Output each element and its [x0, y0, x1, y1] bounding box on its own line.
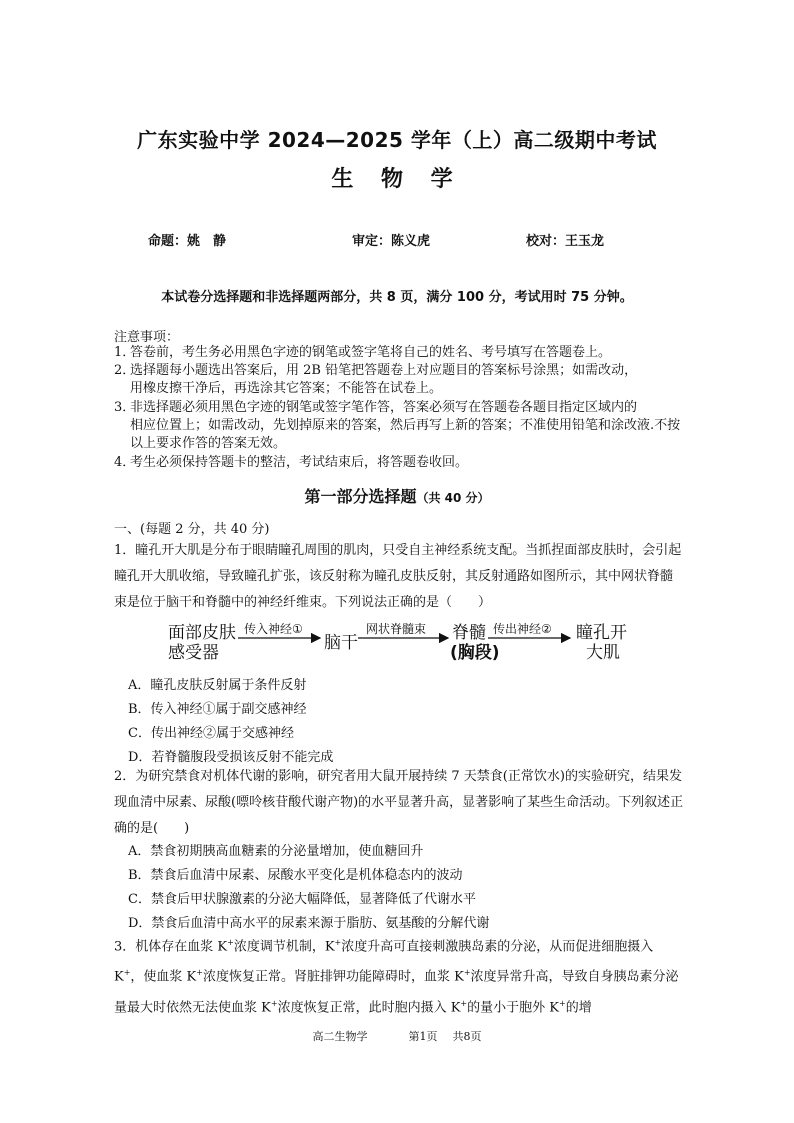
q1-option-b: B．传入神经①属于副交感神经: [128, 702, 307, 717]
note-number: 2．: [114, 363, 136, 378]
q1-option-c: C．传出神经②属于交感神经: [128, 726, 294, 741]
section-heading: [0, 484, 794, 507]
superscript: +: [196, 968, 203, 978]
note-text: 答卷前，考生务必用黑色字迹的钢笔或签字笔将自己的姓名、考号填写在答题卷上。: [130, 345, 612, 360]
arrow-label-reticulospinal: 网状脊髓束: [366, 622, 427, 636]
subject-title: 生 物 学: [331, 167, 463, 192]
section-title: 第一部分选择题: [304, 487, 417, 506]
q3-text: 浓度恢复正常，此时胞内摄入 K: [277, 999, 461, 1015]
q1-option-d: D．若脊髓腹段受损该反射不能完成: [128, 750, 334, 765]
node-dilator-line1: 瞳孔开: [576, 623, 627, 643]
q3-text: 的量小于胞外 K: [467, 999, 559, 1015]
arrow-label-afferent: 传入神经①: [244, 622, 303, 636]
node-skin-receptor-line2: 感受器: [168, 643, 219, 663]
section-score: （共 40 分）: [416, 491, 490, 505]
note-item: [114, 399, 684, 453]
q2-option-b: B．禁食后血清中尿素、尿酸水平变化是机体稳态内的波动: [128, 868, 463, 883]
q3-text: 浓度调节机制，K: [233, 939, 335, 955]
node-dilator-line2: 大肌: [586, 643, 620, 663]
note-text: 非选择题必须用黑色字迹的钢笔或签字笔作答，答案必须写在答题卷各题目指定区域内的: [130, 400, 638, 415]
superscript: +: [463, 968, 471, 978]
exam-intro: 本试卷分选择题和非选择题两部分，共 8 页，满分 100 分，考试用时 75 分钟。: [161, 290, 633, 305]
note-text: 考生必须保持答题卡的整洁，考试结束后，将答题卷收回。: [130, 455, 469, 470]
note-item: [114, 362, 684, 398]
q3-text: 3．机体存在血浆 K: [114, 939, 228, 955]
setter-label: 命题：姚 静: [148, 234, 227, 249]
superscript: +: [558, 998, 566, 1008]
q2-option-d: D．禁食后血清中高水平的尿素来源于脂肪、氨基酸的分解代谢: [128, 916, 490, 931]
exam-title: 广东实验中学 2024—2025 学年（上）高二级期中考试: [137, 128, 657, 152]
notes-heading: 注意事项：: [114, 330, 180, 345]
node-skin-receptor-line1: 面部皮肤: [168, 623, 236, 643]
question-3-stem: [114, 930, 684, 1021]
note-item: [114, 454, 684, 472]
question-1-stem: 1．瞳孔开大肌是分布于眼睛瞳孔周围的肌肉，只受自主神经系统支配。当抓捏面部皮肤时，会引起瞳孔开大肌收缩，导致瞳孔扩张，该反射称为瞳孔皮肤反射，其反射通路如图所示，其中网状脊髓束是位于脑干和脊髓中的神经纤维束。下列说法正确的是（ ）: [114, 543, 682, 610]
note-number: 1．: [114, 345, 136, 360]
q3-text: 浓度升高可直接刺激胰岛素的分泌，从而促进细胞摄入 K: [114, 939, 654, 985]
note-continuation: 相应位置上；如需改动，先划掉原来的答案，然后再写上新的答案；不准使用铅笔和涂改液.不按以上要求作答的答案无效。: [130, 418, 681, 451]
footer-total-pages: 共8页: [452, 1030, 482, 1043]
footer-page-number: 第1页: [408, 1030, 438, 1043]
note-number: 3．: [114, 400, 136, 415]
node-thoracic-segment: (胸段): [450, 643, 500, 663]
q3-text: 浓度恢复正常。肾脏排钾功能障碍时，血浆 K: [202, 969, 464, 985]
arrow-label-efferent: 传出神经②: [493, 622, 552, 636]
superscript: +: [123, 968, 131, 978]
part-heading: 一、(每题 2 分，共 40 分): [114, 522, 270, 537]
reflex-pathway-diagram: [168, 616, 638, 676]
page-footer: [0, 1028, 794, 1044]
question-2-stem: 2．为研究禁食对机体代谢的影响，研究者用大鼠开展持续 7 天禁食(正常饮水)的实验研究，结果发现血清中尿素、尿酸(嘌呤核苷酸代谢产物)的水平显著升高，显著影响了某些生命活动。下列叙述正确的是( ): [114, 769, 684, 836]
reviewer-label: 审定：陈义虎: [352, 234, 431, 249]
q3-text: 浓度异常升高，导致自身胰岛素分泌量最大时依然无法使血浆 K: [114, 969, 679, 1015]
note-item: [114, 344, 684, 362]
superscript: +: [334, 938, 342, 947]
q3-text: ，使血浆 K: [130, 969, 197, 985]
q2-option-a: A．禁食初期胰高血糖素的分泌量增加，使血糖回升: [128, 844, 424, 859]
superscript: +: [227, 938, 234, 947]
note-continuation: 用橡皮擦干净后，再选涂其它答案；不能答在试卷上。: [130, 381, 443, 396]
node-brainstem: 脑干: [324, 633, 358, 653]
q2-option-c: C．禁食后甲状腺激素的分泌大幅降低，显著降低了代谢水平: [128, 892, 476, 907]
note-text: 选择题每小题选出答案后，用 2B 铅笔把答题卷上对应题目的答案标号涂黑；如需改动，: [130, 363, 638, 378]
superscript: +: [270, 998, 278, 1008]
q1-option-a: A．瞳孔皮肤反射属于条件反射: [128, 678, 307, 693]
q3-text: 的增: [565, 999, 592, 1015]
footer-subject: 高二生物学: [312, 1030, 368, 1043]
node-spinal-cord: 脊髓: [452, 623, 486, 643]
note-number: 4．: [114, 455, 136, 470]
superscript: +: [460, 998, 468, 1008]
proofreader-label: 校对：王玉龙: [526, 234, 605, 249]
